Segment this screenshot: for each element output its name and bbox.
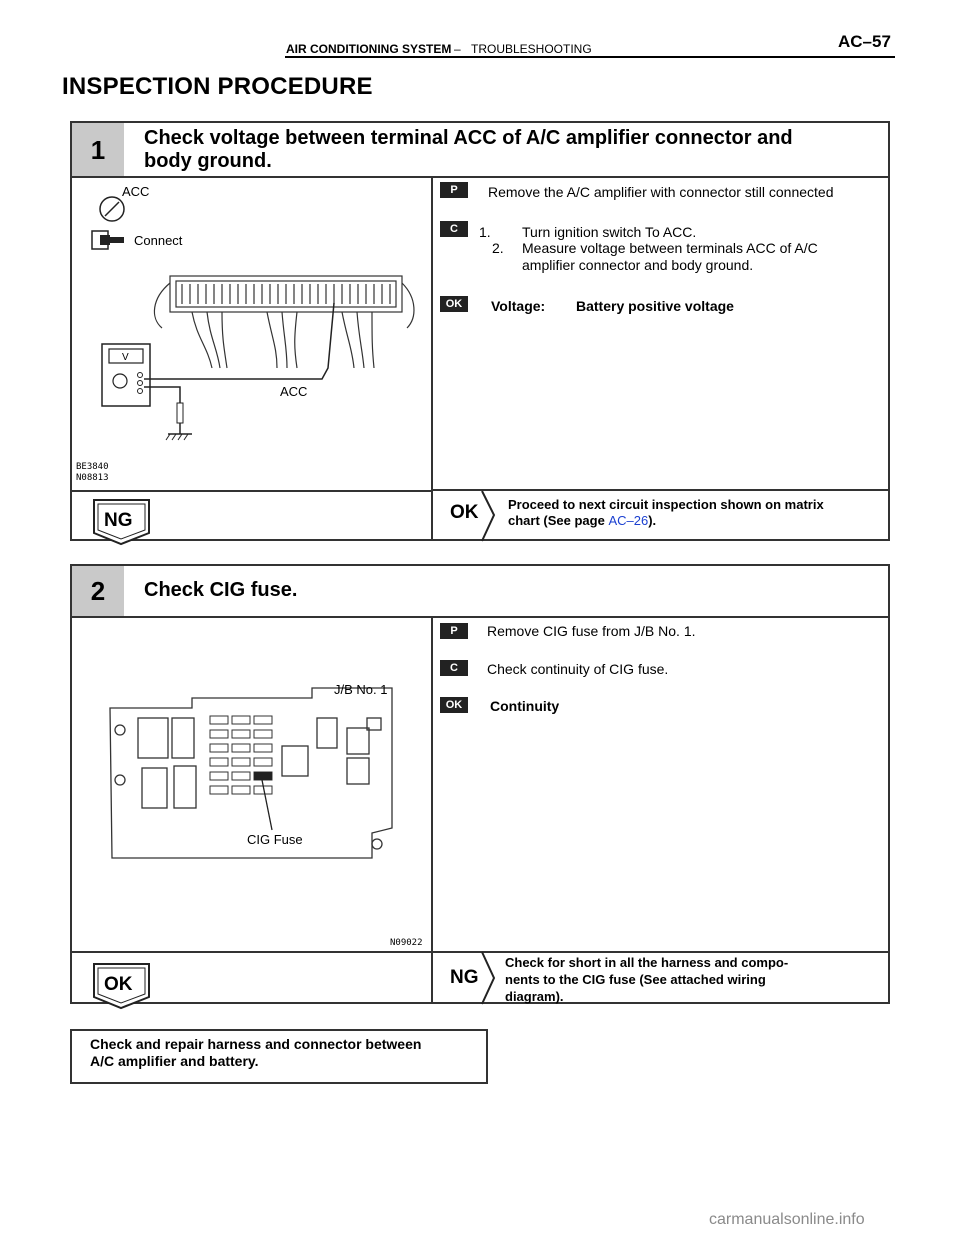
step2-ng-line3: diagram). <box>505 989 564 1004</box>
step1-figure <box>72 178 432 488</box>
prep-badge: P <box>440 623 468 639</box>
step1-check2-line1: Measure voltage between terminals ACC of A/C <box>522 240 818 256</box>
figure-label-fuse: CIG Fuse <box>247 832 303 847</box>
page-title: INSPECTION PROCEDURE <box>62 73 373 100</box>
ok-badge: OK <box>440 697 468 713</box>
figure-code-1: BE3840 <box>76 462 109 472</box>
result-link[interactable]: AC–26 <box>608 513 649 528</box>
prep-badge: P <box>440 182 468 198</box>
step2-title: Check CIG fuse. <box>144 579 298 601</box>
step1-check2-num: 2. <box>492 240 504 256</box>
figure-code-2: N08813 <box>76 473 109 483</box>
result-text-post: ). <box>648 513 657 528</box>
final-line2: A/C amplifier and battery. <box>90 1053 259 1069</box>
figure-code: N09022 <box>390 938 423 948</box>
amplifier-connector <box>154 276 414 368</box>
step1-result-rule <box>432 489 890 491</box>
header-section: AIR CONDITIONING SYSTEM <box>286 42 452 56</box>
step1-figure-bottom <box>70 490 432 492</box>
cig-fuse-highlight <box>254 772 272 780</box>
step2-ok-value: Continuity <box>490 698 560 714</box>
step1-number: 1 <box>72 123 124 177</box>
header-separator: – <box>454 42 461 56</box>
page-number: AC–57 <box>838 32 891 51</box>
watermark: carmanualsonline.info <box>709 1211 865 1228</box>
figure-label-connect: Connect <box>134 233 183 248</box>
step1-result-line2 <box>508 513 656 529</box>
step1-ok-value: Battery positive voltage <box>576 298 734 314</box>
step1-check2-line2: amplifier connector and body ground. <box>522 257 754 273</box>
ok-badge: OK <box>440 296 468 312</box>
step1-title-line2: body ground. <box>144 150 272 172</box>
step1-result-line1: Proceed to next circuit inspection shown on matrix <box>508 497 824 512</box>
step2-ng-line1: Check for short in all the harness and compo- <box>505 955 789 970</box>
step2-prep: Remove CIG fuse from J/B No. 1. <box>487 623 696 639</box>
figure-label-acc-top: ACC <box>122 184 150 199</box>
figure-label-acc-bottom: ACC <box>280 384 308 399</box>
step1-ok-label: Voltage: <box>491 298 546 314</box>
step1-title-line1: Check voltage between terminal ACC of A/C amplifier connector and <box>144 127 793 149</box>
step2-check: Check continuity of CIG fuse. <box>487 661 669 677</box>
header-rule <box>285 56 895 58</box>
step2-ng-label: NG <box>450 967 479 988</box>
step1-prep: Remove the A/C amplifier with connector still connected <box>488 184 834 200</box>
step1-ng-label: NG <box>104 510 133 531</box>
step1-check1-num: 1. <box>479 224 491 240</box>
check-badge: C <box>440 660 468 676</box>
result-text-pre: chart (See page <box>508 513 609 528</box>
header-subsection: TROUBLESHOOTING <box>471 42 592 56</box>
step2-number: 2 <box>72 566 124 616</box>
meter-label: V <box>122 352 129 363</box>
step1-ok-label-tag: OK <box>450 502 479 523</box>
step1-check1: Turn ignition switch To ACC. <box>522 224 697 240</box>
step2-ok-label: OK <box>104 974 133 995</box>
figure-label-jb: J/B No. 1 <box>334 682 388 697</box>
step2-figure <box>72 618 432 948</box>
step2-ng-line2: nents to the CIG fuse (See attached wiring <box>505 972 766 987</box>
check-badge: C <box>440 221 468 237</box>
final-line1: Check and repair harness and connector between <box>90 1036 422 1052</box>
